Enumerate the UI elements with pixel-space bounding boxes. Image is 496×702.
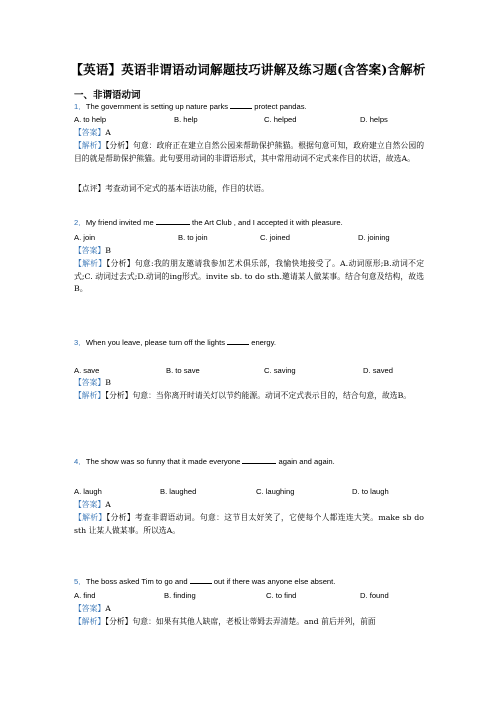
explanation-text: 【分析】句意：当你离开时请关灯以节约能源。动词不定式表示目的，结合句意，故选B。 (105, 391, 412, 400)
comment-tag: 【点评】 (74, 184, 106, 193)
explanation-text: 【分析】考查非谓语动词。句意：这节目太好笑了，它使每个人都连连大笑。make sb do sth 让某人做某事。所以选A。 (74, 513, 424, 535)
option-d: D. helps (360, 115, 388, 124)
question-number: 2． (74, 218, 86, 227)
question-text-post: energy. (249, 338, 276, 347)
question-text-pre: My friend invited me (85, 218, 156, 227)
answer-tag: 【答案】 (74, 246, 106, 255)
option-d: D. to laugh (352, 487, 389, 496)
option-b: B. laughed (160, 487, 197, 496)
option-a: A. find (74, 591, 96, 600)
answer-value: A (105, 604, 111, 613)
explanation-5 (74, 616, 424, 629)
answer-4 (74, 499, 111, 512)
question-text-pre: The boss asked Tim to go and (85, 577, 190, 586)
explanation-text: 【分析】句意：政府正在建立自然公园来帮助保护熊猫。根据句意可知，政府建立自然公园的目的就是帮助保护熊猫。此句要用动词的非谓语形式，其中常用动词不定式来作目的状语，故选A。 (74, 141, 424, 163)
question-5 (74, 576, 335, 587)
answer-2 (74, 245, 111, 258)
option-b: B. to join (178, 233, 208, 242)
explanation-tag: 【解析】 (74, 513, 107, 522)
explanation-3 (74, 390, 424, 403)
explanation-4 (74, 512, 424, 537)
option-d: D. found (360, 591, 389, 600)
question-text-post: again and again. (276, 457, 335, 466)
option-c: C. to find (266, 591, 297, 600)
answer-tag: 【答案】 (74, 128, 106, 137)
question-text-pre: The show was so funny that it made everyone (85, 457, 243, 466)
answer-value: B (105, 378, 111, 387)
option-d: D. saved (363, 366, 393, 375)
explanation-text: 【分析】句意:我的朋友邀请我参加艺术俱乐部，我愉快地接受了。A.动词原形;B.动词不定式;C. 动词过去式;D.动词的ing形式。invite sb. to do sth.邀请某人做某事。结合句意及结构，故选B。 (74, 259, 425, 293)
question-text-pre: The government is setting up nature parks (85, 102, 231, 111)
question-text-post: the Art Club , and I accepted it with pleasure. (189, 218, 343, 227)
document-title: 【英语】英语非谓语动词解题技巧讲解及练习题(含答案)含解析 (70, 62, 426, 77)
answer-tag: 【答案】 (74, 500, 106, 509)
explanation-2 (74, 258, 424, 296)
option-c: C. joined (260, 233, 290, 242)
option-b: B. finding (164, 591, 196, 600)
option-a: A. to help (74, 115, 107, 124)
answer-1 (74, 127, 111, 140)
question-number: 4． (74, 457, 86, 466)
question-text-pre: When you leave, please turn off the lights (85, 338, 228, 347)
answer-value: B (105, 246, 111, 255)
option-a: A. save (74, 366, 100, 375)
comment-text: 考查动词不定式的基本语法功能，作目的状语。 (105, 184, 269, 193)
explanation-tag: 【解析】 (74, 141, 106, 150)
explanation-tag: 【解析】 (74, 617, 106, 626)
answer-3 (74, 377, 111, 390)
answer-value: A (105, 500, 111, 509)
option-b: B. to save (166, 366, 200, 375)
option-a: A. join (74, 233, 96, 242)
section-heading: 一、非谓语动词 (74, 90, 141, 101)
question-3 (74, 337, 276, 348)
answer-blank (242, 456, 276, 464)
option-c: C. saving (264, 366, 296, 375)
option-c: C. laughing (256, 487, 295, 496)
answer-5 (74, 603, 111, 616)
explanation-text: 【分析】句意：如果有其他人缺席，老板让蒂姆去弄清楚。and 前后并列，前面 (105, 617, 376, 626)
explanation-tag: 【解析】 (74, 391, 106, 400)
answer-blank (190, 576, 212, 584)
question-text-post: out if there was anyone else absent. (211, 577, 336, 586)
option-a: A. laugh (74, 487, 102, 496)
question-number: 5． (74, 577, 86, 586)
option-d: D. joining (358, 233, 390, 242)
question-number: 1． (74, 102, 86, 111)
question-number: 3． (74, 338, 86, 347)
question-4 (74, 456, 335, 467)
option-c: C. helped (264, 115, 297, 124)
question-1 (74, 101, 307, 112)
explanation-1 (74, 140, 424, 165)
question-2 (74, 217, 343, 228)
explanation-tag: 【解析】 (74, 259, 107, 268)
option-b: B. help (174, 115, 198, 124)
comment-1 (74, 183, 424, 196)
answer-blank (227, 337, 249, 345)
answer-tag: 【答案】 (74, 604, 106, 613)
answer-tag: 【答案】 (74, 378, 106, 387)
question-text-post: protect pandas. (252, 102, 307, 111)
answer-blank (230, 101, 252, 109)
answer-value: A (105, 128, 111, 137)
answer-blank (156, 217, 190, 225)
